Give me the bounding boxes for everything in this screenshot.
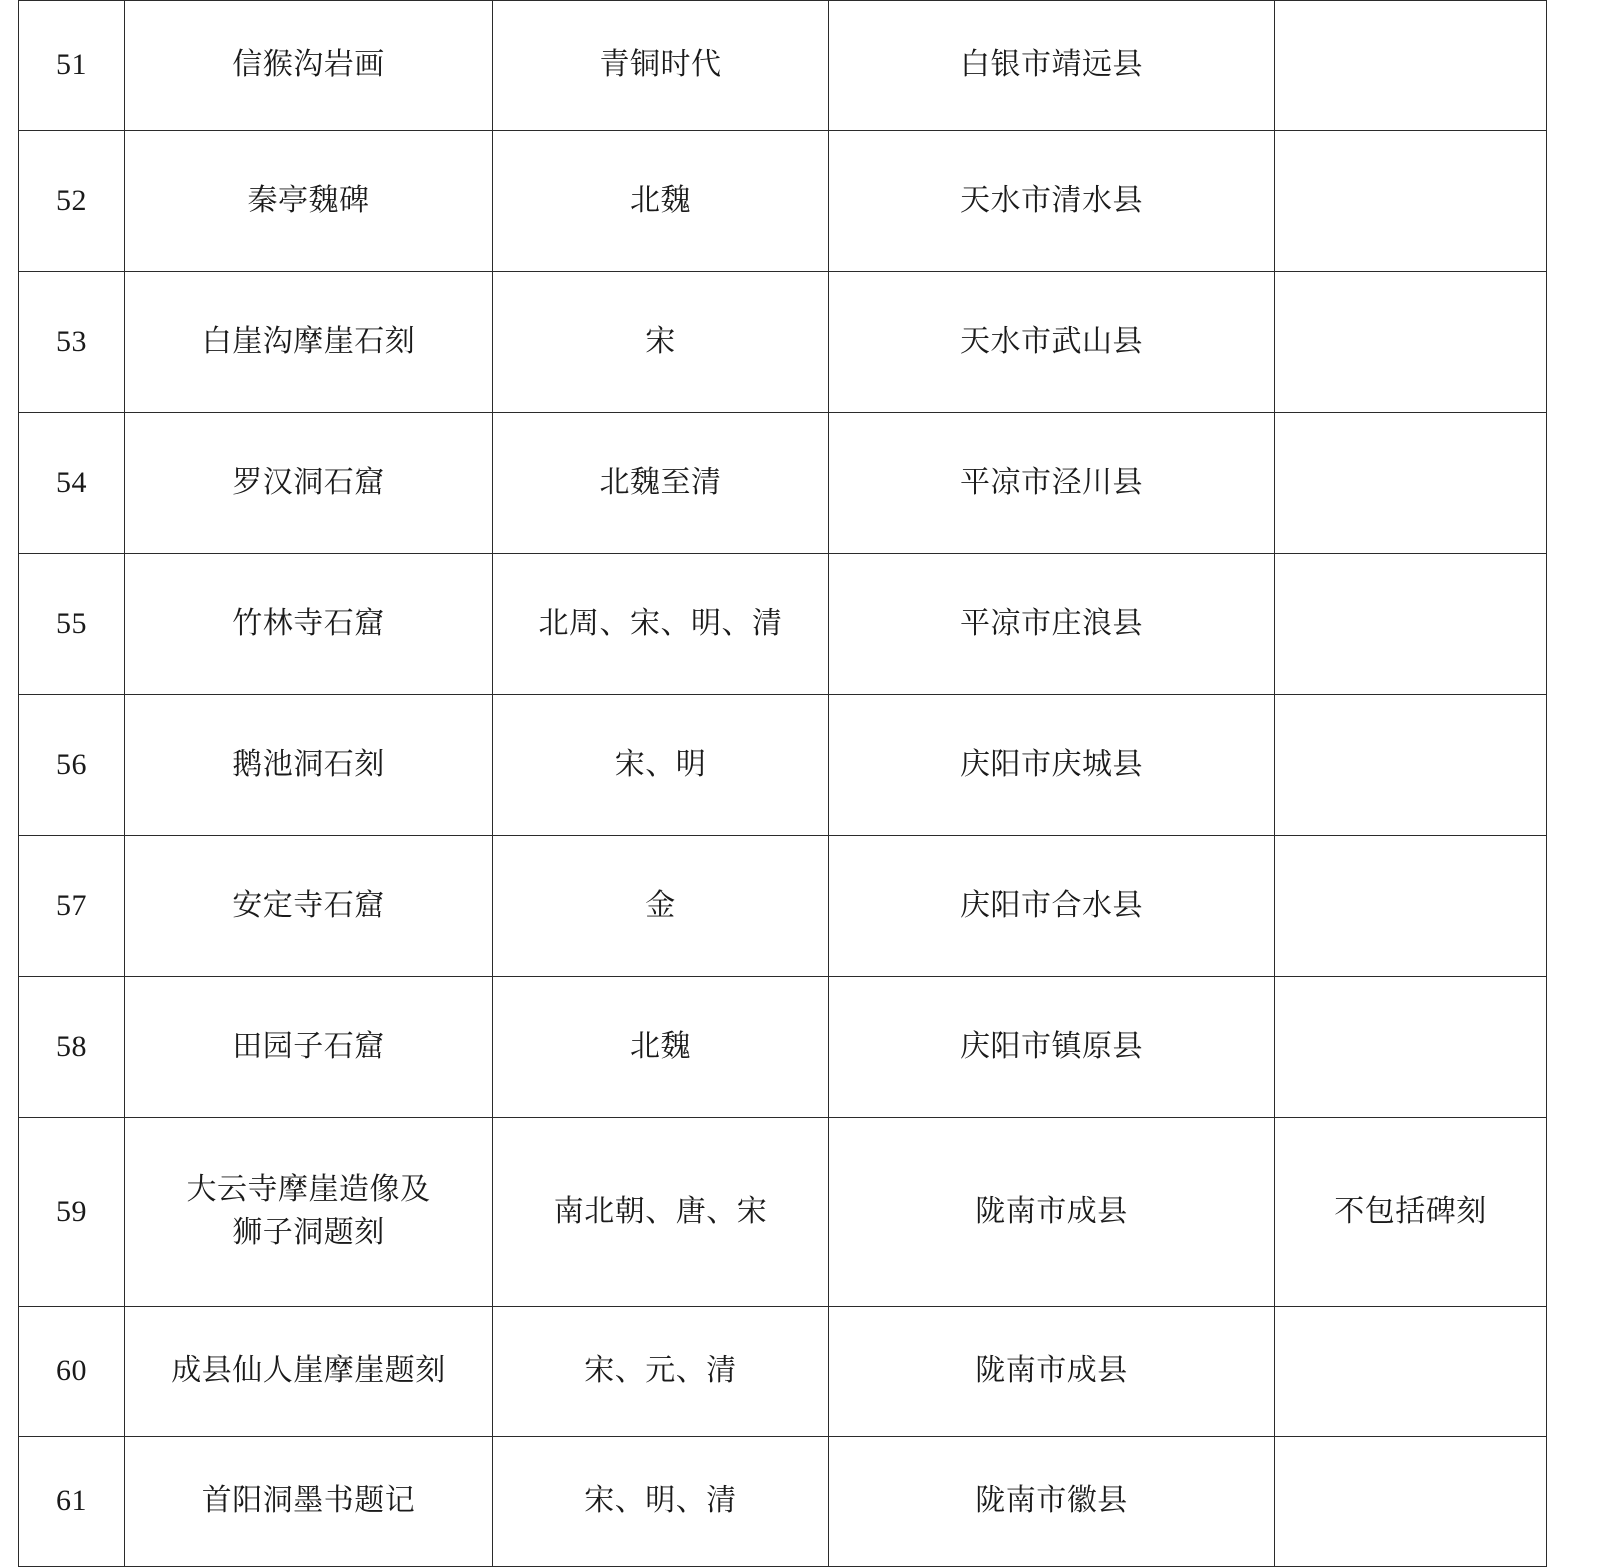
table-row	[19, 131, 1547, 272]
table-row	[19, 695, 1547, 836]
cell-name: 竹林寺石窟	[125, 554, 493, 695]
cell-era: 宋	[493, 272, 829, 413]
cell-name: 信猴沟岩画	[125, 1, 493, 131]
cell-note	[1275, 131, 1547, 272]
cell-era: 宋、明	[493, 695, 829, 836]
cell-name: 鹅池洞石刻	[125, 695, 493, 836]
cell-name: 秦亭魏碑	[125, 131, 493, 272]
table-row	[19, 413, 1547, 554]
cell-name: 罗汉洞石窟	[125, 413, 493, 554]
cell-note	[1275, 413, 1547, 554]
cell-serial-number: 59	[19, 1118, 125, 1307]
cell-note	[1275, 695, 1547, 836]
cell-era: 宋、元、清	[493, 1307, 829, 1437]
cell-location: 天水市清水县	[829, 131, 1275, 272]
cell-location: 陇南市成县	[829, 1307, 1275, 1437]
cell-serial-number: 53	[19, 272, 125, 413]
cell-era: 南北朝、唐、宋	[493, 1118, 829, 1307]
cell-name: 首阳洞墨书题记	[125, 1437, 493, 1567]
cell-serial-number: 55	[19, 554, 125, 695]
cell-name: 白崖沟摩崖石刻	[125, 272, 493, 413]
cell-location: 平凉市庄浪县	[829, 554, 1275, 695]
cell-name: 成县仙人崖摩崖题刻	[125, 1307, 493, 1437]
table-row	[19, 1437, 1547, 1567]
cell-location: 庆阳市镇原县	[829, 977, 1275, 1118]
cell-serial-number: 57	[19, 836, 125, 977]
cell-serial-number: 51	[19, 1, 125, 131]
cell-note	[1275, 977, 1547, 1118]
cell-location: 庆阳市合水县	[829, 836, 1275, 977]
cell-serial-number: 61	[19, 1437, 125, 1567]
cell-serial-number: 54	[19, 413, 125, 554]
cell-note	[1275, 836, 1547, 977]
cell-serial-number: 60	[19, 1307, 125, 1437]
cell-note	[1275, 1, 1547, 131]
cell-location: 平凉市泾川县	[829, 413, 1275, 554]
cell-location: 白银市靖远县	[829, 1, 1275, 131]
cell-serial-number: 52	[19, 131, 125, 272]
table-row	[19, 554, 1547, 695]
cell-location: 陇南市徽县	[829, 1437, 1275, 1567]
cell-era: 北魏	[493, 977, 829, 1118]
cell-name: 安定寺石窟	[125, 836, 493, 977]
cell-serial-number: 58	[19, 977, 125, 1118]
cell-name: 田园子石窟	[125, 977, 493, 1118]
cell-era: 金	[493, 836, 829, 977]
table-row	[19, 1, 1547, 131]
heritage-list-table	[18, 0, 1547, 1567]
cell-location: 陇南市成县	[829, 1118, 1275, 1307]
cell-era: 北魏至清	[493, 413, 829, 554]
cell-era: 北周、宋、明、清	[493, 554, 829, 695]
cell-era: 北魏	[493, 131, 829, 272]
cell-name	[125, 1118, 493, 1307]
table-row	[19, 1118, 1547, 1307]
cell-note	[1275, 554, 1547, 695]
cell-era: 宋、明、清	[493, 1437, 829, 1567]
cell-location: 天水市武山县	[829, 272, 1275, 413]
cell-location: 庆阳市庆城县	[829, 695, 1275, 836]
cell-era: 青铜时代	[493, 1, 829, 131]
table-row	[19, 1307, 1547, 1437]
cell-name-line-1: 大云寺摩崖造像及	[186, 1173, 431, 1207]
cell-note	[1275, 272, 1547, 413]
table-row	[19, 836, 1547, 977]
cell-note: 不包括碑刻	[1275, 1118, 1547, 1307]
cell-name-line-2: 狮子洞题刻	[232, 1216, 385, 1249]
cell-serial-number: 56	[19, 695, 125, 836]
table-row	[19, 977, 1547, 1118]
table-row	[19, 272, 1547, 413]
cell-note	[1275, 1307, 1547, 1437]
cell-note	[1275, 1437, 1547, 1567]
